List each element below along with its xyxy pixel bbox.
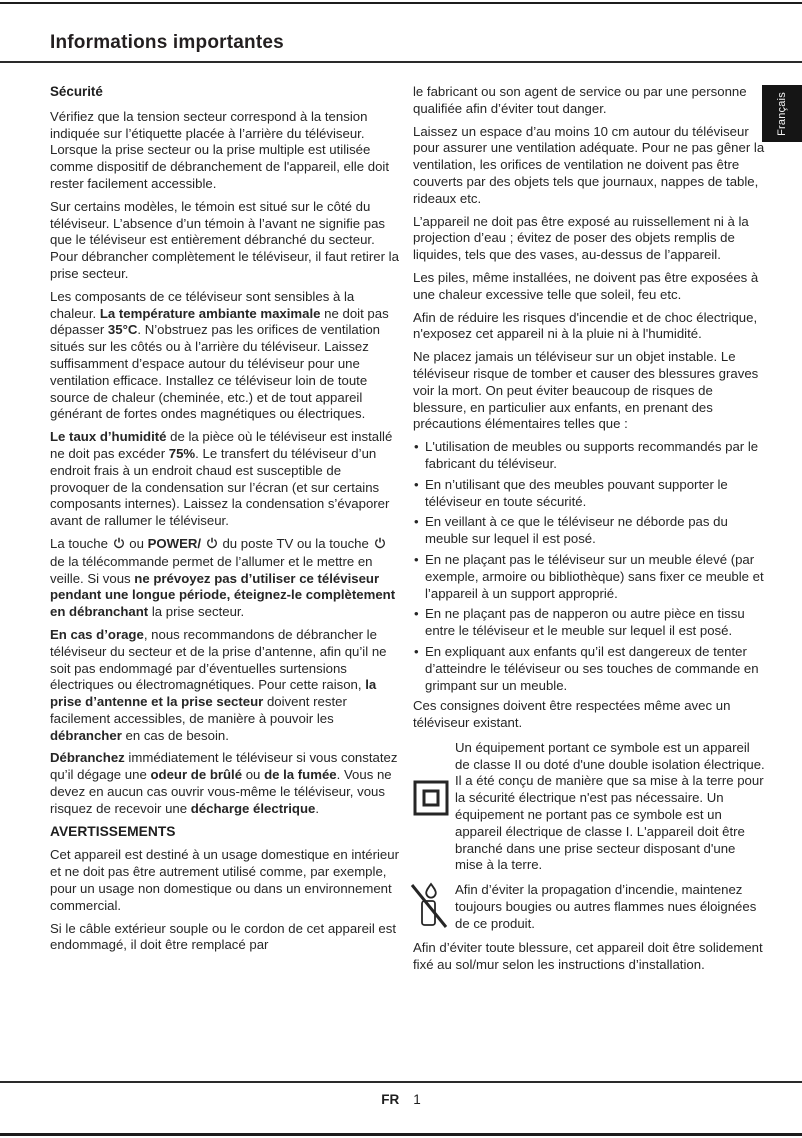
- page-title: Informations importantes: [50, 32, 284, 53]
- open-flame-warning-note: [413, 882, 765, 934]
- right-column: [413, 84, 765, 980]
- header-divider: [0, 61, 802, 63]
- paragraph: Si le câble extérieur souple ou le cordon de cet appareil est endommagé, il doit être remplacé par: [50, 920, 397, 953]
- paragraph: Laissez un espace d’au moins 10 cm autour du téléviseur pour assurer une ventilation adéquate. Pour ne pas gêner la ventilation, les orifices de ventilation ne doivent pas être couverts par des objets tels que journaux, nappes de table, rideaux etc.: [413, 123, 765, 206]
- power-icon: [374, 537, 386, 554]
- list-item: • En expliquant aux enfants qu’il est dangereux de tenter d’atteindre le téléviseur ou ses touches de commande en grimpant sur un meuble.: [413, 644, 765, 694]
- note-text: Un équipement portant ce symbole est un appareil de classe II ou doté d'une double isolation électrique. Il a été conçu de manière que sa mise à la terre pour la sécurité électrique n'est pas nécessaire. Un équipement ne portant pas ce symbole est un appareil électrique de classe I. L'appareil doit être branché dans une prise secteur disposant d'une mise à la terre.: [455, 739, 765, 873]
- paragraph: Cet appareil est destiné à un usage domestique en intérieur et ne doit pas être autrement utilisé comme, par exemple, pour un usage non domestique ou dans un environnement commercial.: [50, 847, 399, 913]
- note-text: Afin d’éviter la propagation d’incendie, maintenez toujours bougies ou autres flammes nues éloignées de ce produit.: [455, 882, 757, 931]
- no-open-flames-icon: [409, 880, 449, 937]
- paragraph: Ne placez jamais un téléviseur sur un objet instable. Le téléviseur risque de tomber et causer des blessures graves voir la mort. On peut éviter beaucoup de risques de blessure, en particulier aux enfants, en prenant des précautions élémentaires telles que :: [413, 349, 759, 432]
- power-icon: [113, 537, 125, 554]
- list-item: • En ne plaçant pas de napperon ou autre pièce en tissu entre le téléviseur et le meuble sur lequel il est posé.: [413, 606, 765, 640]
- list-item: • En n’utilisant que des meubles pouvant supporter le téléviseur en toute sécurité.: [413, 477, 765, 511]
- paragraph: En cas d’orage, nous recommandons de débrancher le téléviseur du secteur et de la prise d’antenne, afin qu’il ne soit pas endommagé par d’éventuelles surtensions électriques ou électromagnétiques. Pour cette raison, la prise d’antenne et la prise secteur doivent rester facilement accessibles, de manière à pouvoir les débrancher en cas de besoin.: [50, 626, 387, 743]
- paragraph: Vérifiez que la tension secteur correspond à la tension indiquée sur l’étiquette placée à l’arrière du téléviseur. Lorsque la prise secteur ou la prise multiple est utilisée comme dispositif de débranchement de l'appareil, elle doit rester facilement accessible.: [50, 108, 389, 191]
- list-item: • En veillant à ce que le téléviseur ne déborde pas du meuble sur lequel il est posé.: [413, 514, 765, 548]
- list-item: • En ne plaçant pas le téléviseur sur un meuble élevé (par exemple, armoire ou bibliothèque) sans fixer ce meuble et l’appareil à un support approprié.: [413, 552, 765, 602]
- footer-language-code: FR: [381, 1092, 400, 1107]
- left-column: [50, 84, 402, 960]
- paragraph: Le taux d’humidité de la pièce où le téléviseur est installé ne doit pas excéder 75%. Le transfert du téléviseur d’un endroit frais à un endroit chaud est susceptible de provoquer de la condensation sur l’écran (et sur certains composants internes). Laissez la condensation s’évaporer avant de rallumer le téléviseur.: [50, 429, 393, 529]
- footer-page-number: 1: [413, 1092, 421, 1107]
- paragraph: L’appareil ne doit pas être exposé au ruissellement ni à la projection d’eau ; évitez de poser des objets remplis de liquides, tels que des vases, au-dessus de l’appareil.: [413, 213, 749, 263]
- section-heading-securite: Sécurité: [50, 84, 103, 99]
- page-bottom-border: [0, 1133, 802, 1136]
- paragraph: Afin d’éviter toute blessure, cet appareil doit être solidement fixé au sol/mur selon les instructions d’installation.: [413, 940, 763, 973]
- page-footer: [0, 1092, 802, 1107]
- page-top-border: [0, 2, 802, 4]
- class2-insulation-note: [413, 740, 765, 874]
- footer-divider: [0, 1081, 802, 1083]
- paragraph: La touche ou POWER/ du poste TV ou la touche de la télécommande permet de l’allumer et le mettre en veille. Si vous ne prévoyez pas d’utiliser ce téléviseur pendant une longue période, éteignez-le complètement en débranchant la prise secteur.: [50, 535, 396, 620]
- list-item: • L'utilisation de meubles ou supports recommandés par le fabricant du téléviseur.: [413, 439, 765, 473]
- paragraph: Débranchez immédiatement le téléviseur si vous constatez qu’il dégage une odeur de brûlé ou de la fumée. Vous ne devez en aucun cas ouvrir vous-même le téléviseur, vous risquez de recevoir une décharge électrique.: [50, 750, 398, 816]
- paragraph: le fabricant ou son agent de service ou par une personne qualifiée afin d’éviter tout danger.: [413, 84, 747, 116]
- language-tab-francais: [762, 85, 802, 142]
- paragraph: Les piles, même installées, ne doivent pas être exposées à une chaleur excessive telle que soleil, feu etc.: [413, 269, 759, 302]
- precautions-list: [413, 439, 765, 694]
- paragraph: Afin de réduire les risques d'incendie et de choc électrique, n'exposez cet appareil ni à la pluie ni à l'humidité.: [413, 309, 758, 342]
- double-insulation-icon: [413, 780, 449, 821]
- language-tab-label: Français: [776, 91, 788, 136]
- paragraph: Ces consignes doivent être respectées même avec un téléviseur existant.: [413, 698, 731, 731]
- power-icon: [206, 537, 218, 554]
- paragraph: Sur certains modèles, le témoin est situé sur le côté du téléviseur. L’absence d’un témoin à l’avant ne signifie pas que le téléviseur est entièrement débranché du secteur. Pour débrancher complètement le téléviseur, il faut retirer la prise secteur.: [50, 198, 399, 281]
- paragraph: Les composants de ce téléviseur sont sensibles à la chaleur. La température ambiante maximale ne doit pas dépasser 35°C. N’obstruez pas les orifices de ventilation situés sur les côtés ou à l’arrière du téléviseur. Laissez suffisamment d’espace autour du téléviseur pour une ventilation efficace. Installez ce téléviseur loin de toute source de chaleur (cheminée, etc.) et de tout appareil générant de fortes ondes magnétiques ou électriques.: [50, 288, 389, 422]
- section-heading-avertissements: AVERTISSEMENTS: [50, 823, 176, 839]
